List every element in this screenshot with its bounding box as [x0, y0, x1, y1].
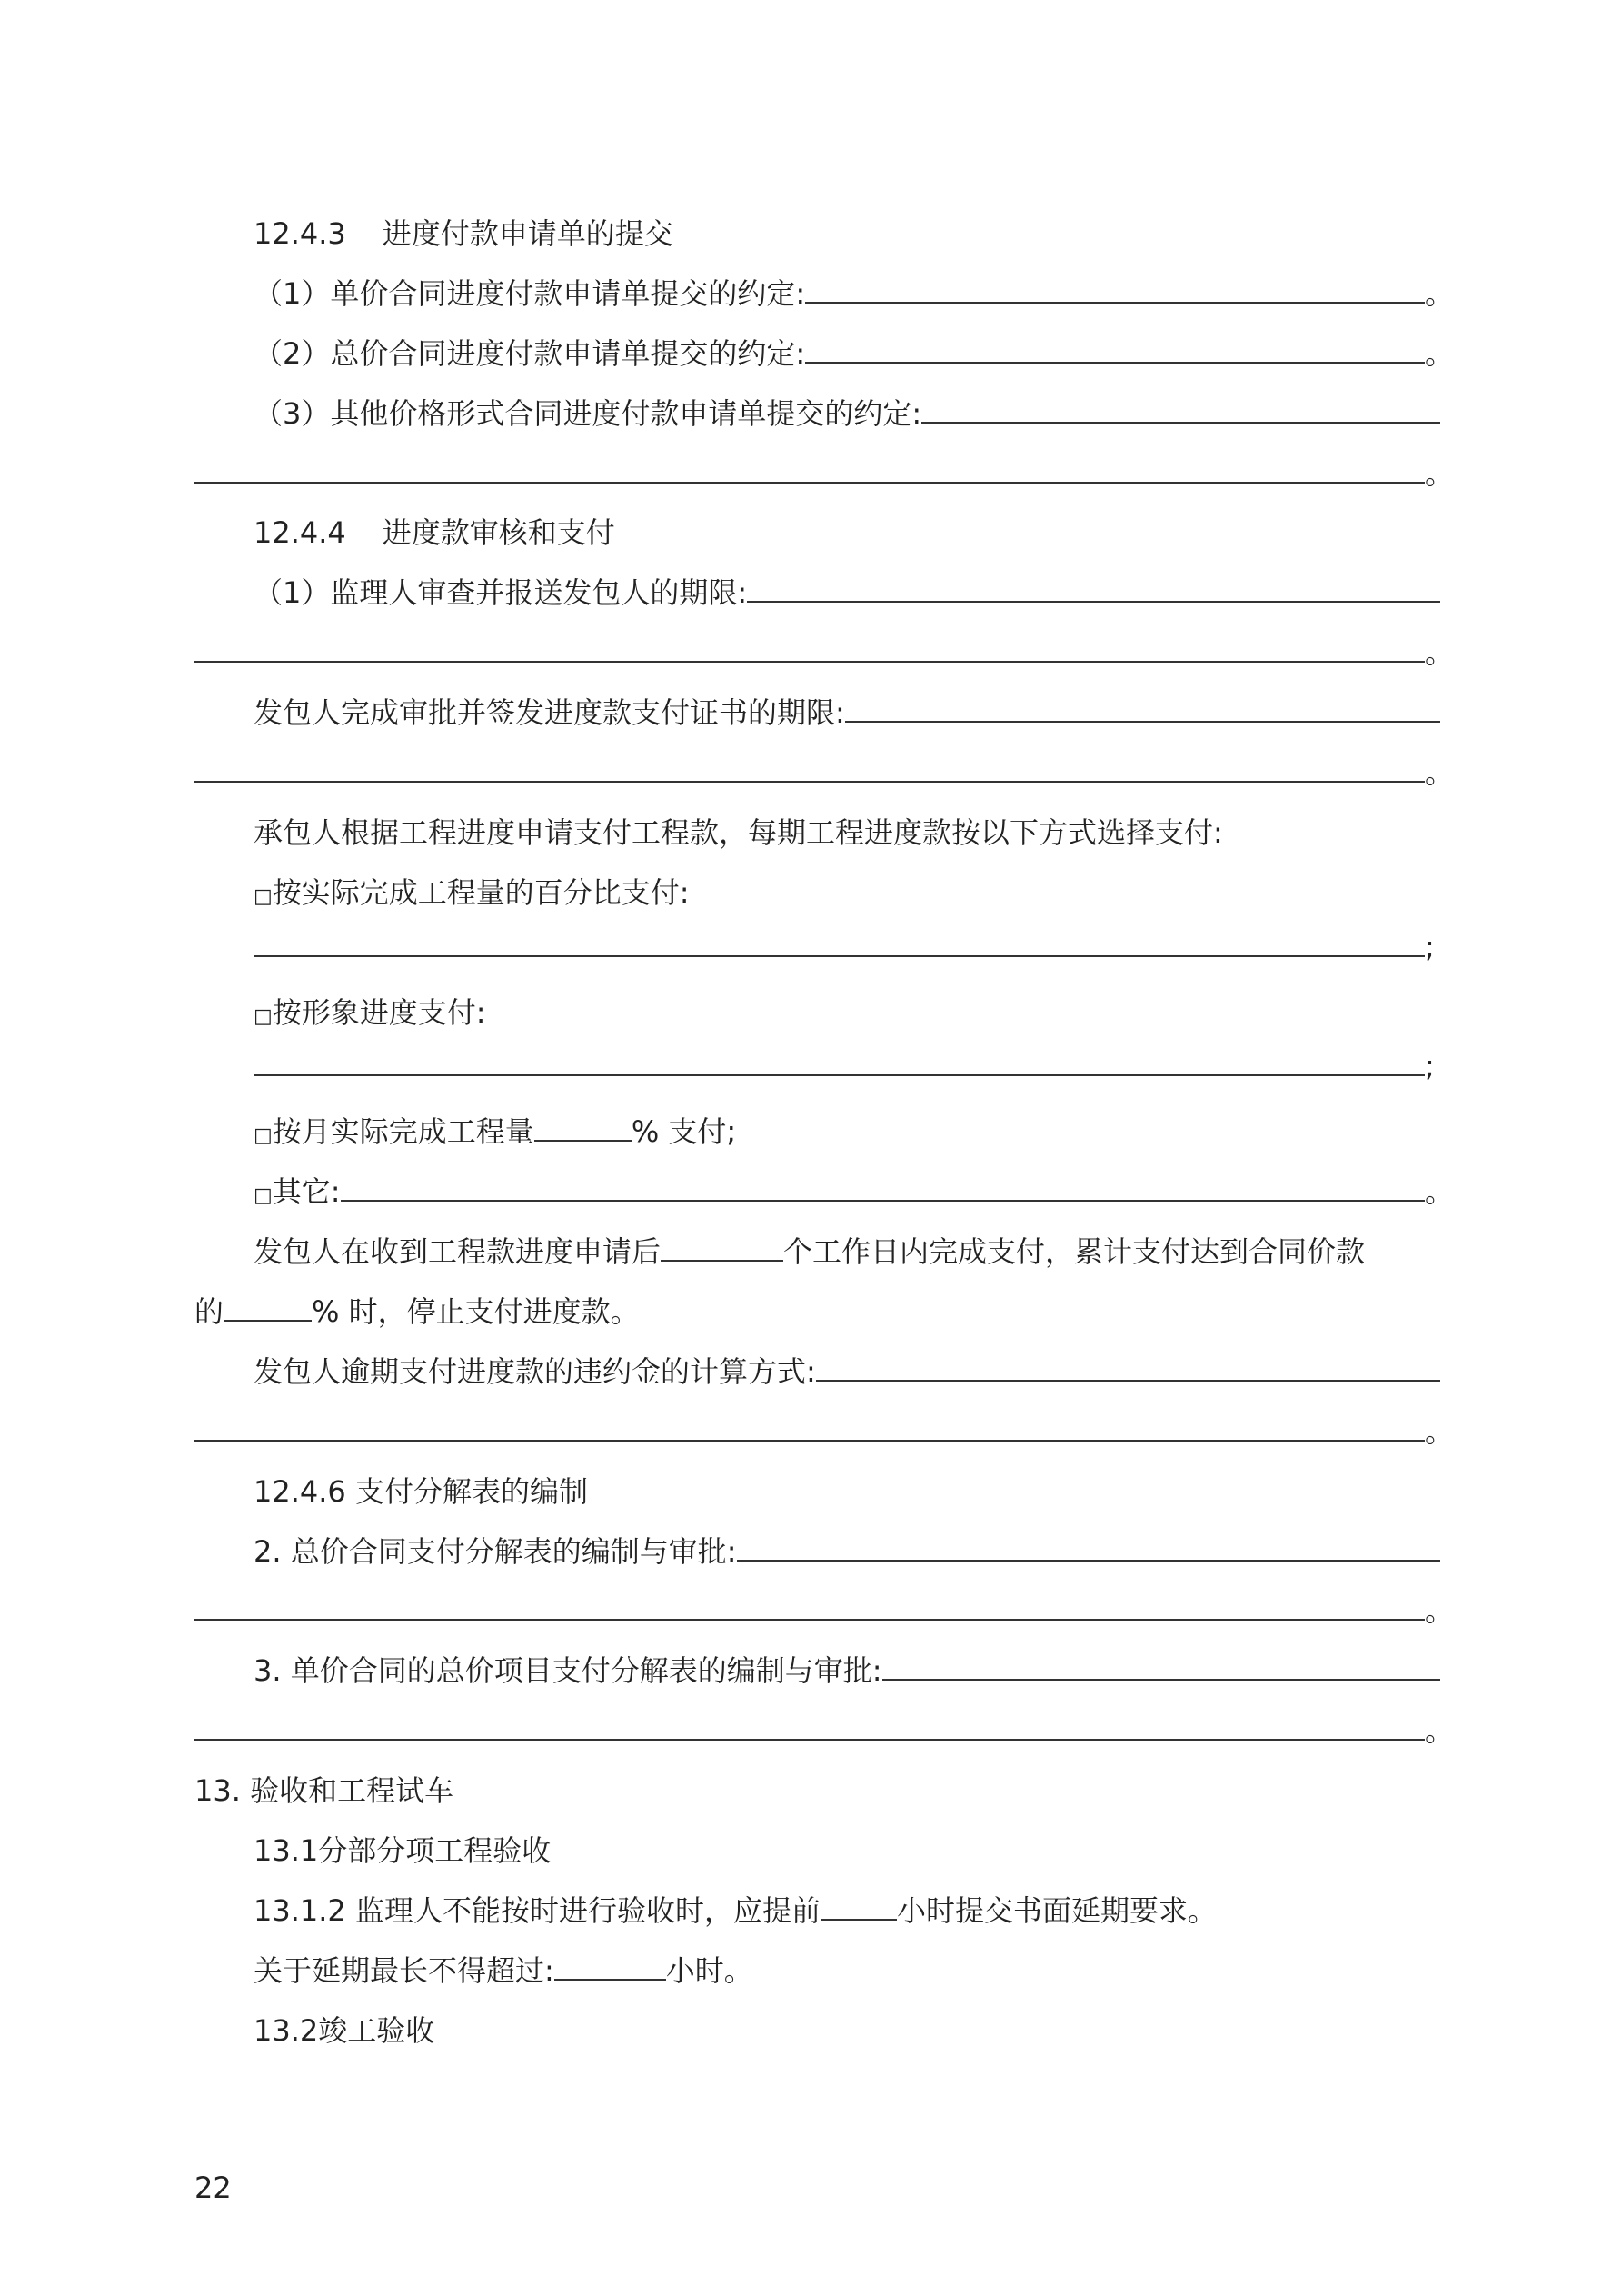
- checkbox-icon[interactable]: □: [254, 1004, 273, 1028]
- text: 的: [194, 1294, 224, 1330]
- blank-field[interactable]: [194, 1439, 1425, 1442]
- text: % 时，停止支付进度款。: [312, 1294, 640, 1330]
- section-title: 进度付款申请单的提交: [382, 216, 673, 251]
- blank-field[interactable]: [194, 1618, 1425, 1621]
- section-title: 13.1分部分项工程验收: [254, 1833, 552, 1869]
- percent-blank[interactable]: [534, 1139, 632, 1142]
- section-title: 13.2竣工验收: [254, 2012, 435, 2048]
- label: 发包人逾期支付进度款的违约金的计算方式:: [254, 1353, 816, 1389]
- label: 3. 单价合同的总价项目支付分解表的编制与审批:: [254, 1653, 882, 1689]
- blank-field[interactable]: [921, 421, 1440, 424]
- percent-blank[interactable]: [224, 1319, 312, 1322]
- line-1244-2-cont: [194, 750, 1455, 810]
- option-3: [194, 1109, 1440, 1169]
- option-label: 按实际完成工程量的百分比支付:: [272, 874, 690, 910]
- line-1244-3: [194, 810, 1440, 870]
- hours-blank[interactable]: [554, 1978, 666, 1981]
- heading-12-4-6: [194, 1469, 1440, 1529]
- period: 。: [1425, 1713, 1455, 1749]
- heading-12-4-3: [194, 211, 1440, 271]
- blank-field[interactable]: [747, 600, 1440, 603]
- blank-field[interactable]: [341, 1199, 1425, 1202]
- text: 13.1.2 监理人不能按时进行验收时，应提前: [254, 1892, 821, 1928]
- line-1244-2: [194, 690, 1440, 750]
- section-number: 12.4.3: [254, 216, 346, 251]
- line-13-1-2: [194, 1888, 1440, 1948]
- blank-field[interactable]: [194, 1738, 1425, 1741]
- blank-field[interactable]: [194, 481, 1425, 484]
- section-number: 12.4.4: [254, 515, 346, 551]
- heading-13-1: [194, 1828, 1440, 1888]
- blank-field[interactable]: [737, 1559, 1441, 1562]
- blank-field[interactable]: [254, 954, 1425, 957]
- section-title: 12.4.6 支付分解表的编制: [254, 1473, 588, 1509]
- heading-13: [194, 1768, 1440, 1828]
- section-title: 13. 验收和工程试车: [194, 1773, 454, 1809]
- heading-12-4-4: [194, 510, 1440, 570]
- days-blank[interactable]: [661, 1259, 783, 1262]
- line-1244-6: [194, 1349, 1440, 1409]
- line-1243-3-cont: [194, 451, 1455, 511]
- text: 小时。: [665, 1952, 753, 1988]
- line-1244-5: [194, 1289, 1440, 1349]
- label: （2）总价合同进度付款申请单提交的约定:: [254, 335, 806, 371]
- option-4: [194, 1169, 1455, 1229]
- label: （1）单价合同进度付款申请单提交的约定:: [254, 275, 806, 311]
- semicolon: ;: [1425, 929, 1435, 964]
- option-2: [194, 990, 1440, 1050]
- line-1243-3: [194, 391, 1440, 451]
- period: 。: [1425, 1413, 1455, 1449]
- blank-field[interactable]: [882, 1678, 1441, 1681]
- text: 小时提交书面延期要求。: [896, 1892, 1217, 1928]
- label: 2. 总价合同支付分解表的编制与审批:: [254, 1533, 737, 1569]
- label: 发包人完成审批并签发进度款支付证书的期限:: [254, 695, 845, 731]
- line-1244-1-cont: [194, 630, 1455, 690]
- line-1244-1: [194, 570, 1440, 630]
- label: （1）监理人审查并报送发包人的期限:: [254, 575, 748, 611]
- option-1: [194, 870, 1440, 930]
- blank-field[interactable]: [254, 1073, 1425, 1076]
- line-1246-3: [194, 1648, 1440, 1708]
- period: 。: [1425, 755, 1455, 791]
- line-1246-2: [194, 1529, 1440, 1589]
- blank-field[interactable]: [816, 1379, 1440, 1382]
- period: 。: [1425, 1174, 1455, 1210]
- paragraph: 承包人根据工程进度申请支付工程款，每期工程进度款按以下方式选择支付:: [254, 814, 1223, 850]
- line-1244-6-cont: [194, 1409, 1455, 1469]
- label: （3）其他价格形式合同进度付款申请单提交的约定:: [254, 395, 922, 431]
- line-1244-4: [194, 1229, 1440, 1289]
- hours-blank[interactable]: [821, 1918, 897, 1921]
- checkbox-icon[interactable]: □: [254, 884, 273, 908]
- option-label: 按形象进度支付:: [272, 994, 486, 1030]
- option-label: 其它:: [272, 1174, 341, 1210]
- blank-field[interactable]: [194, 780, 1425, 783]
- text: 关于延期最长不得超过:: [254, 1952, 554, 1988]
- document-page: [194, 211, 1455, 2068]
- section-title: 进度款审核和支付: [382, 515, 615, 551]
- line-13-1-2b: [194, 1948, 1440, 2008]
- blank-field[interactable]: [194, 660, 1425, 663]
- text: 个工作日内完成支付，累计支付达到合同价款: [783, 1234, 1366, 1270]
- semicolon: ;: [1425, 1049, 1435, 1084]
- blank-field[interactable]: [805, 301, 1425, 304]
- blank-field[interactable]: [845, 720, 1440, 723]
- heading-13-2: [194, 2008, 1440, 2068]
- line-1246-3-cont: [194, 1708, 1455, 1768]
- option-2-blank: [194, 1049, 1440, 1109]
- option-label-suffix: % 支付;: [631, 1114, 737, 1150]
- text: 发包人在收到工程款进度申请后: [254, 1234, 662, 1270]
- checkbox-icon[interactable]: □: [254, 1184, 273, 1208]
- period: 。: [1425, 635, 1455, 671]
- option-1-blank: [194, 930, 1440, 990]
- line-1243-1: [194, 271, 1455, 331]
- blank-field[interactable]: [805, 361, 1425, 364]
- checkbox-icon[interactable]: □: [254, 1124, 273, 1148]
- period: 。: [1425, 455, 1455, 491]
- page-number: 22: [194, 2171, 232, 2205]
- period: 。: [1425, 275, 1455, 311]
- line-1246-2-cont: [194, 1588, 1455, 1648]
- option-label: 按月实际完成工程量: [272, 1114, 534, 1150]
- line-1243-2: [194, 331, 1455, 391]
- period: 。: [1425, 1593, 1455, 1629]
- period: 。: [1425, 335, 1455, 371]
